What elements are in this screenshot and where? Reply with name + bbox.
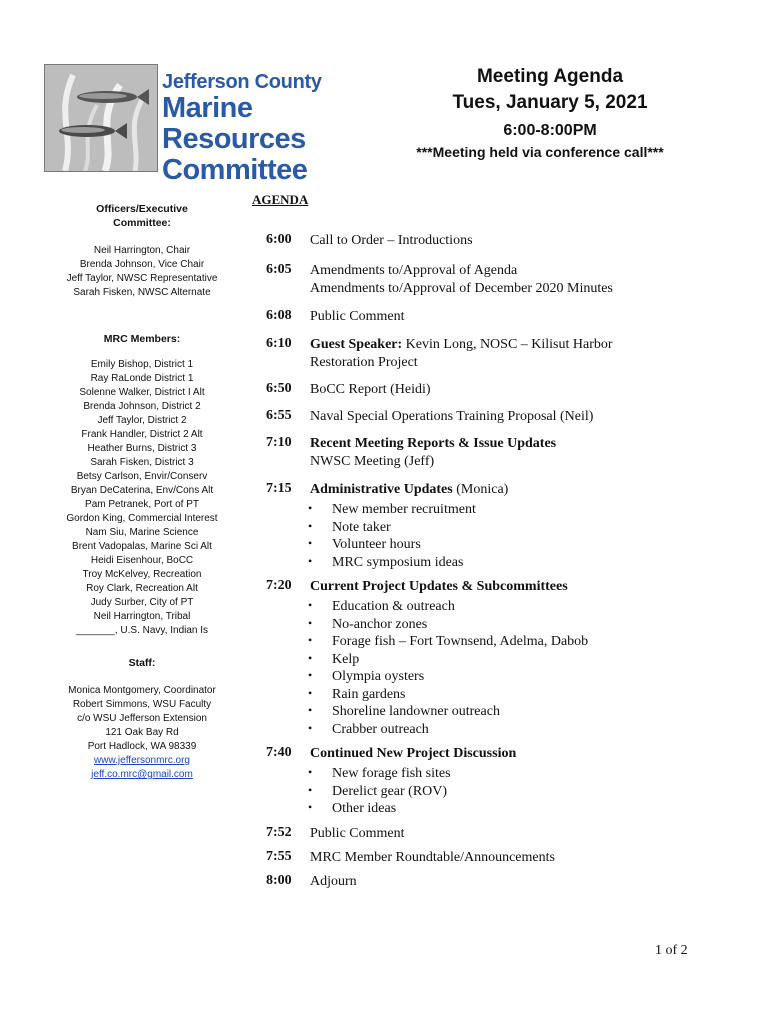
member-entry: Brent Vadopalas, Marine Sci Alt bbox=[72, 541, 212, 552]
bullet-icon: • bbox=[308, 553, 313, 568]
agenda-line: Public Comment bbox=[310, 826, 405, 841]
agenda-time: 6:08 bbox=[266, 308, 292, 323]
member-entry: Judy Surber, City of PT bbox=[90, 597, 194, 608]
agenda-bullet: • Education & outreach bbox=[308, 598, 455, 614]
agenda-content bbox=[310, 578, 710, 596]
officer-entry: Sarah Fisken, NWSC Alternate bbox=[73, 287, 211, 298]
website-link[interactable]: www.jeffersonmrc.org bbox=[94, 755, 190, 766]
agenda-line: BoCC Report (Heidi) bbox=[310, 382, 431, 397]
member-entry: Heather Burns, District 3 bbox=[87, 443, 197, 454]
agenda-bullet: • Kelp bbox=[308, 650, 360, 667]
agenda-line: NWSC Meeting (Jeff) bbox=[310, 454, 435, 469]
officers-list bbox=[56, 244, 228, 300]
meeting-title: Meeting Agenda bbox=[476, 66, 624, 87]
agenda-content bbox=[310, 381, 710, 399]
agenda-line: Amendments to/Approval of Agenda bbox=[310, 263, 518, 278]
officers-heading-2: Committee: bbox=[113, 217, 171, 229]
officer-entry: Brenda Johnson, Vice Chair bbox=[79, 259, 205, 270]
agenda-bullet: • Shoreline landowner outreach bbox=[308, 703, 500, 719]
agenda-line: Call to Order – Introductions bbox=[310, 233, 473, 248]
bullet-icon: • bbox=[308, 650, 313, 665]
meeting-time: 6:00-8:00PM bbox=[503, 122, 597, 139]
member-entry: Sarah Fisken, District 3 bbox=[90, 457, 194, 468]
staff-entry: Robert Simmons, WSU Faculty bbox=[72, 699, 212, 710]
agenda-bullet: • Rain gardens bbox=[308, 685, 406, 702]
agenda-content bbox=[310, 435, 710, 471]
member-entry: Heidi Eisenhour, BoCC bbox=[90, 555, 194, 566]
member-entry: Betsy Carlson, Envir/Conserv bbox=[76, 471, 208, 482]
staff-list bbox=[56, 684, 228, 754]
agenda-time: 7:52 bbox=[266, 825, 292, 840]
staff-entry: Port Hadlock, WA 98339 bbox=[87, 741, 197, 752]
agenda-time: 7:40 bbox=[266, 745, 292, 760]
agenda-time: 6:00 bbox=[266, 232, 292, 247]
agenda bbox=[252, 192, 730, 889]
mrc-logo bbox=[44, 64, 324, 186]
bullet-icon: • bbox=[308, 765, 313, 779]
agenda-time: 7:20 bbox=[266, 578, 292, 593]
agenda-line: Current Project Updates & Subcommittees bbox=[310, 579, 568, 594]
members-heading: MRC Members: bbox=[103, 333, 181, 345]
member-entry: Neil Harrington, Tribal bbox=[93, 611, 191, 622]
agenda-content bbox=[310, 308, 710, 326]
agenda-content bbox=[310, 481, 710, 499]
member-entry: Pam Petranek, Port of PT bbox=[85, 499, 199, 510]
agenda-time: 7:55 bbox=[266, 849, 292, 864]
agenda-content bbox=[310, 408, 710, 426]
logo-line-1: Jefferson County bbox=[162, 71, 322, 93]
logo-line-2: Marine bbox=[162, 92, 253, 124]
bullet-icon: • bbox=[308, 501, 313, 515]
member-entry: Solenne Walker, District I Alt bbox=[79, 387, 205, 398]
member-entry: Frank Handler, District 2 Alt bbox=[81, 429, 203, 440]
agenda-line: Restoration Project bbox=[310, 355, 418, 370]
member-entry: Bryan DeCaterina, Env/Cons Alt bbox=[70, 485, 214, 496]
agenda-time: 6:55 bbox=[266, 408, 292, 423]
bullet-icon: • bbox=[308, 720, 313, 735]
officers-heading: Officers/Executive bbox=[96, 203, 188, 215]
bullet-icon: • bbox=[308, 800, 313, 814]
agenda-content bbox=[310, 745, 710, 763]
member-entry: _______, U.S. Navy, Indian Is bbox=[75, 625, 209, 636]
member-entry: Brenda Johnson, District 2 bbox=[83, 401, 201, 412]
agenda-content bbox=[310, 825, 710, 843]
agenda-time: 8:00 bbox=[266, 873, 292, 888]
bullet-icon: • bbox=[308, 703, 313, 717]
meeting-header bbox=[380, 66, 720, 160]
member-entry: Roy Clark, Recreation Alt bbox=[86, 583, 198, 594]
agenda-content bbox=[310, 849, 710, 867]
member-entry: Jeff Taylor, District 2 bbox=[97, 415, 187, 426]
logo-line-4: Committee bbox=[162, 154, 308, 186]
member-entry: Gordon King, Commercial Interest bbox=[66, 513, 218, 524]
agenda-content bbox=[310, 873, 710, 891]
agenda-line: Adjourn bbox=[310, 874, 357, 889]
member-entry: Troy McKelvey, Recreation bbox=[82, 569, 202, 580]
bullet-icon: • bbox=[308, 685, 313, 700]
members-list bbox=[56, 358, 228, 638]
staff-heading: Staff: bbox=[128, 657, 156, 669]
meeting-note: ***Meeting held via conference call*** bbox=[416, 144, 664, 160]
logo-wordmark bbox=[162, 72, 322, 185]
agenda-line: Administrative Updates (Monica) bbox=[310, 482, 509, 497]
bullet-icon: • bbox=[308, 668, 313, 682]
officer-entry: Neil Harrington, Chair bbox=[93, 245, 191, 256]
logo-line-3: Resources bbox=[162, 123, 306, 155]
meeting-date: Tues, January 5, 2021 bbox=[452, 92, 648, 113]
agenda-line: Recent Meeting Reports & Issue Updates bbox=[310, 436, 557, 451]
bullet-icon: • bbox=[308, 633, 313, 647]
agenda-bullet: • Derelict gear (ROV) bbox=[308, 782, 448, 799]
agenda-line: MRC Member Roundtable/Announcements bbox=[310, 850, 555, 865]
member-entry: Nam Siu, Marine Science bbox=[85, 527, 199, 538]
agenda-bullet: • MRC symposium ideas bbox=[308, 553, 464, 570]
member-entry: Emily Bishop, District 1 bbox=[90, 359, 194, 370]
email-link[interactable]: jeff.co.mrc@gmail.com bbox=[91, 769, 193, 780]
agenda-line: Naval Special Operations Training Proposal (Neil) bbox=[310, 409, 594, 424]
bullet-icon: • bbox=[308, 782, 313, 797]
fish-kelp-illustration bbox=[44, 64, 158, 172]
agenda-time: 6:05 bbox=[266, 262, 292, 277]
agenda-content bbox=[310, 232, 710, 250]
member-entry: Ray RaLonde District 1 bbox=[90, 373, 194, 384]
sidebar-roster bbox=[56, 202, 228, 782]
staff-entry: c/o WSU Jefferson Extension bbox=[77, 713, 207, 724]
agenda-bullet: • Forage fish – Fort Townsend, Adelma, Dabob bbox=[308, 633, 589, 649]
agenda-label: AGENDA bbox=[252, 192, 309, 207]
agenda-time: 7:10 bbox=[266, 435, 292, 450]
bullet-icon: • bbox=[308, 598, 313, 612]
agenda-bullet: • Crabber outreach bbox=[308, 720, 429, 737]
officer-entry: Jeff Taylor, NWSC Representative bbox=[66, 273, 218, 284]
agenda-bullet: • Other ideas bbox=[308, 800, 397, 816]
agenda-bullet: • New member recruitment bbox=[308, 501, 476, 517]
agenda-content bbox=[310, 262, 710, 298]
agenda-bullet: • New forage fish sites bbox=[308, 765, 451, 781]
agenda-bullet: • No-anchor zones bbox=[308, 615, 428, 632]
bullet-icon: • bbox=[308, 536, 313, 550]
agenda-line: Public Comment bbox=[310, 309, 405, 324]
agenda-line: Amendments to/Approval of December 2020 Minutes bbox=[310, 281, 613, 296]
agenda-content bbox=[310, 336, 710, 372]
agenda-bullet: • Volunteer hours bbox=[308, 536, 421, 552]
staff-entry: 121 Oak Bay Rd bbox=[105, 727, 179, 738]
agenda-bullet: • Note taker bbox=[308, 518, 391, 535]
agenda-time: 7:15 bbox=[266, 481, 292, 496]
agenda-time: 6:50 bbox=[266, 381, 292, 396]
agenda-line: Guest Speaker: Kevin Long, NOSC – Kilisut Harbor bbox=[310, 337, 613, 352]
agenda-line: Continued New Project Discussion bbox=[310, 746, 517, 761]
agenda-bullet: • Olympia oysters bbox=[308, 668, 425, 684]
bullet-icon: • bbox=[308, 518, 313, 533]
page-number: 1 of 2 bbox=[655, 943, 688, 958]
agenda-time: 6:10 bbox=[266, 336, 292, 351]
staff-entry: Monica Montgomery, Coordinator bbox=[68, 685, 216, 696]
bullet-icon: • bbox=[308, 615, 313, 630]
